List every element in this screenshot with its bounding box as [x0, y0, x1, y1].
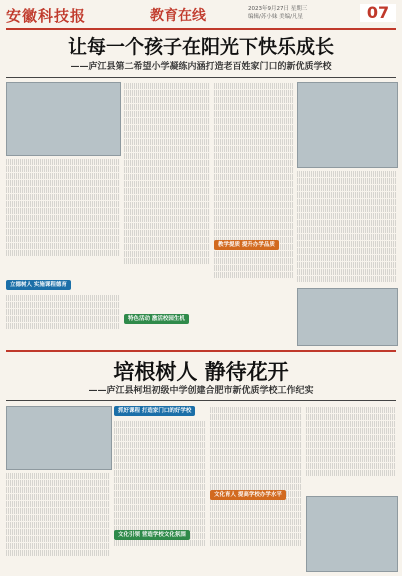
page-number: 07	[360, 4, 396, 22]
article1-banner-2: 特色活动 激活校园生机	[124, 314, 189, 324]
article1-photo-students	[297, 82, 398, 168]
article2-photo-students	[306, 496, 398, 572]
article2-photo-campus	[6, 406, 112, 470]
article1-col-1b	[6, 294, 119, 338]
article2-col-2	[114, 420, 206, 572]
paper-name: 安徽科技报	[6, 7, 87, 25]
article2-banner-2: 文化引领 营造学校文化氛围	[114, 530, 190, 540]
article2-banner-3: 文化育人 提高学校办学水平	[210, 490, 286, 500]
article1-divider	[6, 77, 396, 78]
article2-col-3	[210, 406, 302, 572]
article1-col-2	[124, 82, 210, 312]
article1-banner-1: 立德树人 实施课程德育	[6, 280, 71, 290]
article1-col-1	[6, 158, 119, 278]
article1-banner-3: 教学提质 提升办学品质	[214, 240, 279, 250]
section-title: 教育在线	[150, 8, 206, 24]
issue-date: 2023年9月27日 星期三	[248, 6, 308, 12]
article2-col-4	[306, 406, 396, 492]
article2-banner-1: 抓好课程 打造家门口的好学校	[114, 406, 195, 416]
masthead	[0, 0, 402, 30]
masthead-rule	[6, 28, 396, 30]
article2-col-1	[6, 472, 110, 572]
article1-title: 让每一个孩子在阳光下快乐成长	[67, 36, 334, 58]
article1-photo-school	[6, 82, 121, 156]
issue-meta	[248, 5, 307, 21]
article2-title: 培根树人 静待花开	[113, 359, 289, 384]
article1-photo-activity	[297, 288, 398, 346]
article1-col-3	[214, 82, 294, 332]
issue-editor: 编辑/苏小妹 美编/凡星	[248, 14, 303, 20]
article-separator	[6, 350, 396, 352]
article2-subtitle: ——庐江县柯坦初级中学创建合肥市新优质学校工作纪实	[88, 386, 314, 396]
article2-divider	[6, 400, 396, 401]
article1-subtitle: ——庐江县第二希望小学凝练内涵打造老百姓家门口的新优质学校	[70, 62, 332, 72]
